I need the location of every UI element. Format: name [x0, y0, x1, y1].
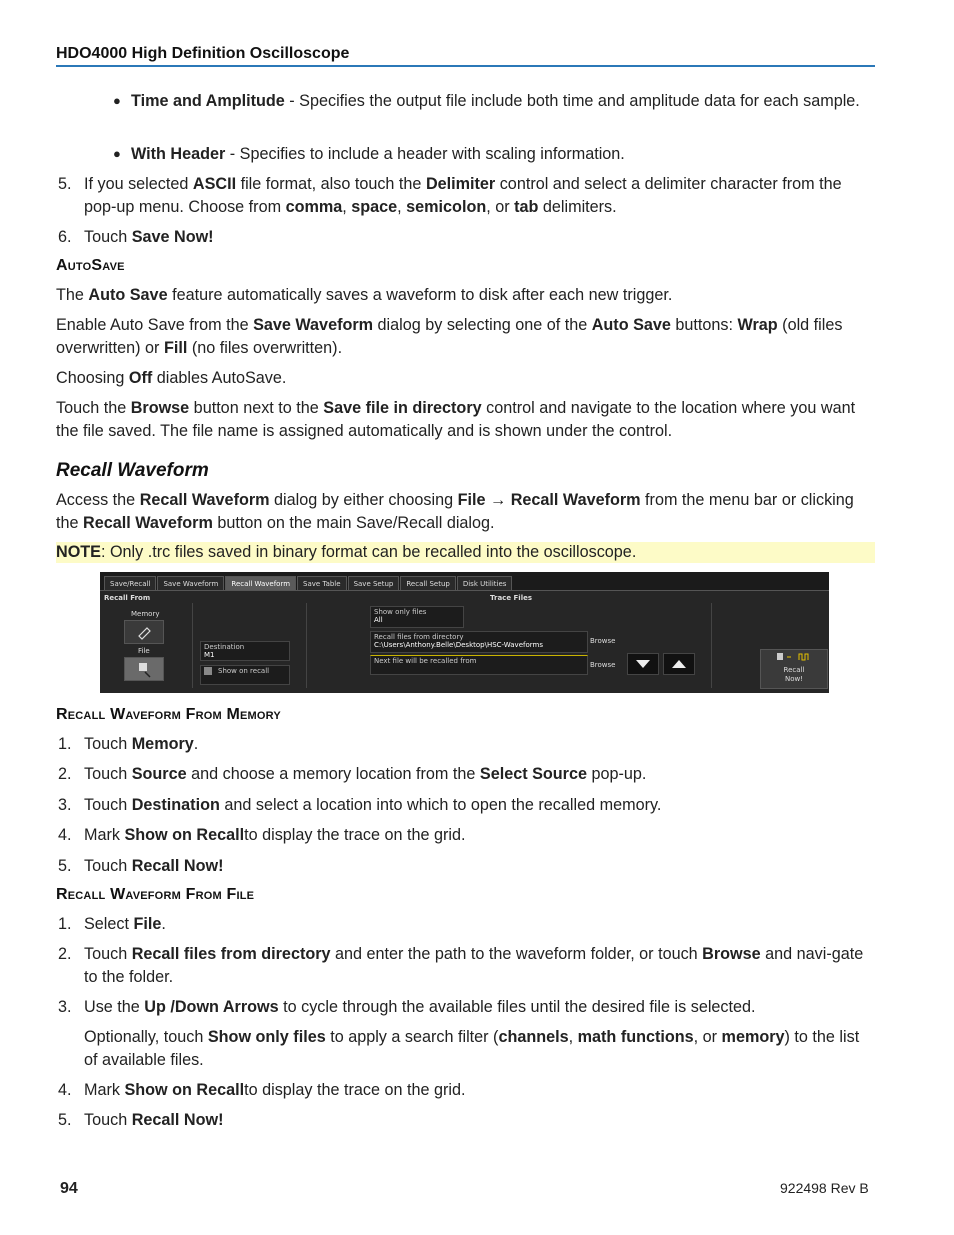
document-header-title: HDO4000 High Definition Oscilloscope [56, 45, 350, 62]
separator [306, 603, 307, 688]
autosave-para-1: The Auto Save feature automatically saves a waveform to disk after each new trigger. [56, 286, 673, 304]
destination-value: M1 [204, 651, 215, 659]
file-button[interactable] [124, 657, 164, 681]
step-number: 1. [58, 915, 72, 933]
step-number: 4. [58, 1081, 72, 1099]
bullet-dot: ● [113, 146, 121, 161]
destination-field[interactable] [200, 641, 290, 661]
autosave-para-4: Touch the Browse button next to the Save file in directory control and navigate to the location where you want the file saved. The file name is assigned automatically and is shown under the control. [56, 399, 856, 440]
step-5-text: If you selected ASCII file format, also touch the Delimiter control and select a delimiter character from the pop-up menu. Choose from comma, space, semicolon, or tab delimiters. [84, 175, 842, 216]
tab-save-setup[interactable]: Save Setup [348, 576, 400, 591]
browse-button-file[interactable]: Browse [590, 661, 616, 669]
memory-step-3: Touch Destination and select a location into which to open the recalled memory. [84, 796, 662, 814]
recall-waveform-dialog-screenshot [100, 572, 829, 693]
destination-label: Destination [204, 643, 245, 651]
browse-button-dir[interactable]: Browse [590, 637, 616, 645]
down-arrow-button[interactable] [627, 653, 659, 675]
header-rule [56, 65, 875, 67]
recall-now-label: Recall Now! [783, 666, 805, 683]
recall-dir-label: Recall files from directory [374, 633, 464, 641]
dialog-panel [100, 590, 829, 693]
next-file-field[interactable] [370, 655, 588, 675]
next-file-label: Next file will be recalled from [374, 657, 477, 665]
up-arrow-button[interactable] [663, 653, 695, 675]
step-number: 5. [58, 175, 72, 193]
step-number: 3. [58, 998, 72, 1016]
file-step-4: Mark Show on Recallto display the trace on the grid. [84, 1081, 466, 1099]
show-on-recall-label: Show on recall [218, 667, 270, 675]
bullet-with-header: With Header - Specifies to include a header with scaling information. [131, 145, 625, 163]
file-step-3: Use the Up /Down Arrows to cycle through the available files until the desired file is selected. [84, 998, 756, 1016]
autosave-para-2: Enable Auto Save from the Save Waveform dialog by selecting one of the Auto Save buttons: Wrap (old files overwritten) or Fill (no files overwritten). [56, 316, 843, 357]
note-box: NOTE: Only .trc files saved in binary format can be recalled into the oscilloscope. [56, 542, 875, 563]
show-only-files-label: Show only files [374, 608, 427, 616]
step-number: 3. [58, 796, 72, 814]
recall-from-label: Recall From [104, 594, 151, 602]
show-on-recall-checkbox[interactable] [200, 665, 290, 685]
file-step-2: Touch Recall files from directory and enter the path to the waveform folder, or touch Browse and navi-gate to the folder. [84, 945, 864, 986]
step-number: 2. [58, 765, 72, 783]
recall-para-1: Access the Recall Waveform dialog by either choosing File → Recall Waveform from the menu bar or clicking the Recall Waveform button on the main Save/Recall dialog. [56, 491, 854, 532]
checkbox-icon [204, 667, 212, 675]
trace-files-label: Trace Files [490, 594, 533, 602]
step-number: 2. [58, 945, 72, 963]
file-step-3-optional: Optionally, touch Show only files to apply a search filter (channels, math functions, or memory) to the list of available files. [84, 1028, 860, 1069]
memory-step-1: Touch Memory. [84, 735, 199, 753]
step-number: 5. [58, 1111, 72, 1129]
bullet-dot: ● [113, 93, 121, 108]
autosave-heading: AutoSave [56, 257, 125, 274]
file-icon [125, 658, 163, 680]
memory-button[interactable] [124, 620, 164, 644]
document-revision: 922498 Rev B [780, 1180, 869, 1196]
file-step-5: Touch Recall Now! [84, 1111, 224, 1129]
separator [711, 603, 712, 688]
show-only-files-field[interactable] [370, 606, 464, 628]
autosave-para-3: Choosing Off diables AutoSave. [56, 369, 287, 387]
file-step-1: Select File. [84, 915, 166, 933]
memory-step-5: Touch Recall Now! [84, 857, 224, 875]
memory-label: Memory [131, 610, 160, 618]
step-number: 1. [58, 735, 72, 753]
file-label: File [138, 647, 150, 655]
step-number: 5. [58, 857, 72, 875]
recall-waveform-heading: Recall Waveform [56, 460, 209, 481]
from-memory-heading: Recall Waveform From Memory [56, 706, 281, 723]
down-arrow-icon [628, 654, 658, 674]
step-6-text: Touch Save Now! [84, 228, 214, 246]
step-number: 6. [58, 228, 72, 246]
from-file-heading: Recall Waveform From File [56, 886, 255, 903]
tab-recall-waveform[interactable]: Recall Waveform [225, 576, 296, 591]
recall-waveform-icon [761, 650, 827, 664]
tab-save-table[interactable]: Save Table [297, 576, 347, 591]
show-only-files-value: All [374, 616, 383, 624]
pencil-icon [125, 621, 163, 643]
tab-save-waveform[interactable]: Save Waveform [157, 576, 224, 591]
recall-dir-field[interactable] [370, 631, 588, 653]
dialog-tabs [104, 576, 513, 590]
recall-dir-value: C:\Users\Anthony.Belle\Desktop\HSC-Waveforms [374, 641, 543, 649]
page-number: 94 [60, 1180, 78, 1197]
tab-recall-setup[interactable]: Recall Setup [400, 576, 455, 591]
memory-step-4: Mark Show on Recallto display the trace on the grid. [84, 826, 466, 844]
bullet-time-amplitude: Time and Amplitude - Specifies the output file include both time and amplitude data for each sample. [131, 92, 860, 110]
up-arrow-icon [664, 654, 694, 674]
recall-now-button[interactable] [760, 649, 828, 689]
separator [192, 603, 193, 688]
memory-step-2: Touch Source and choose a memory location from the Select Source pop-up. [84, 765, 647, 783]
tab-save-recall[interactable]: Save/Recall [104, 576, 156, 591]
tab-disk-utilities[interactable]: Disk Utilities [457, 576, 513, 591]
step-number: 4. [58, 826, 72, 844]
